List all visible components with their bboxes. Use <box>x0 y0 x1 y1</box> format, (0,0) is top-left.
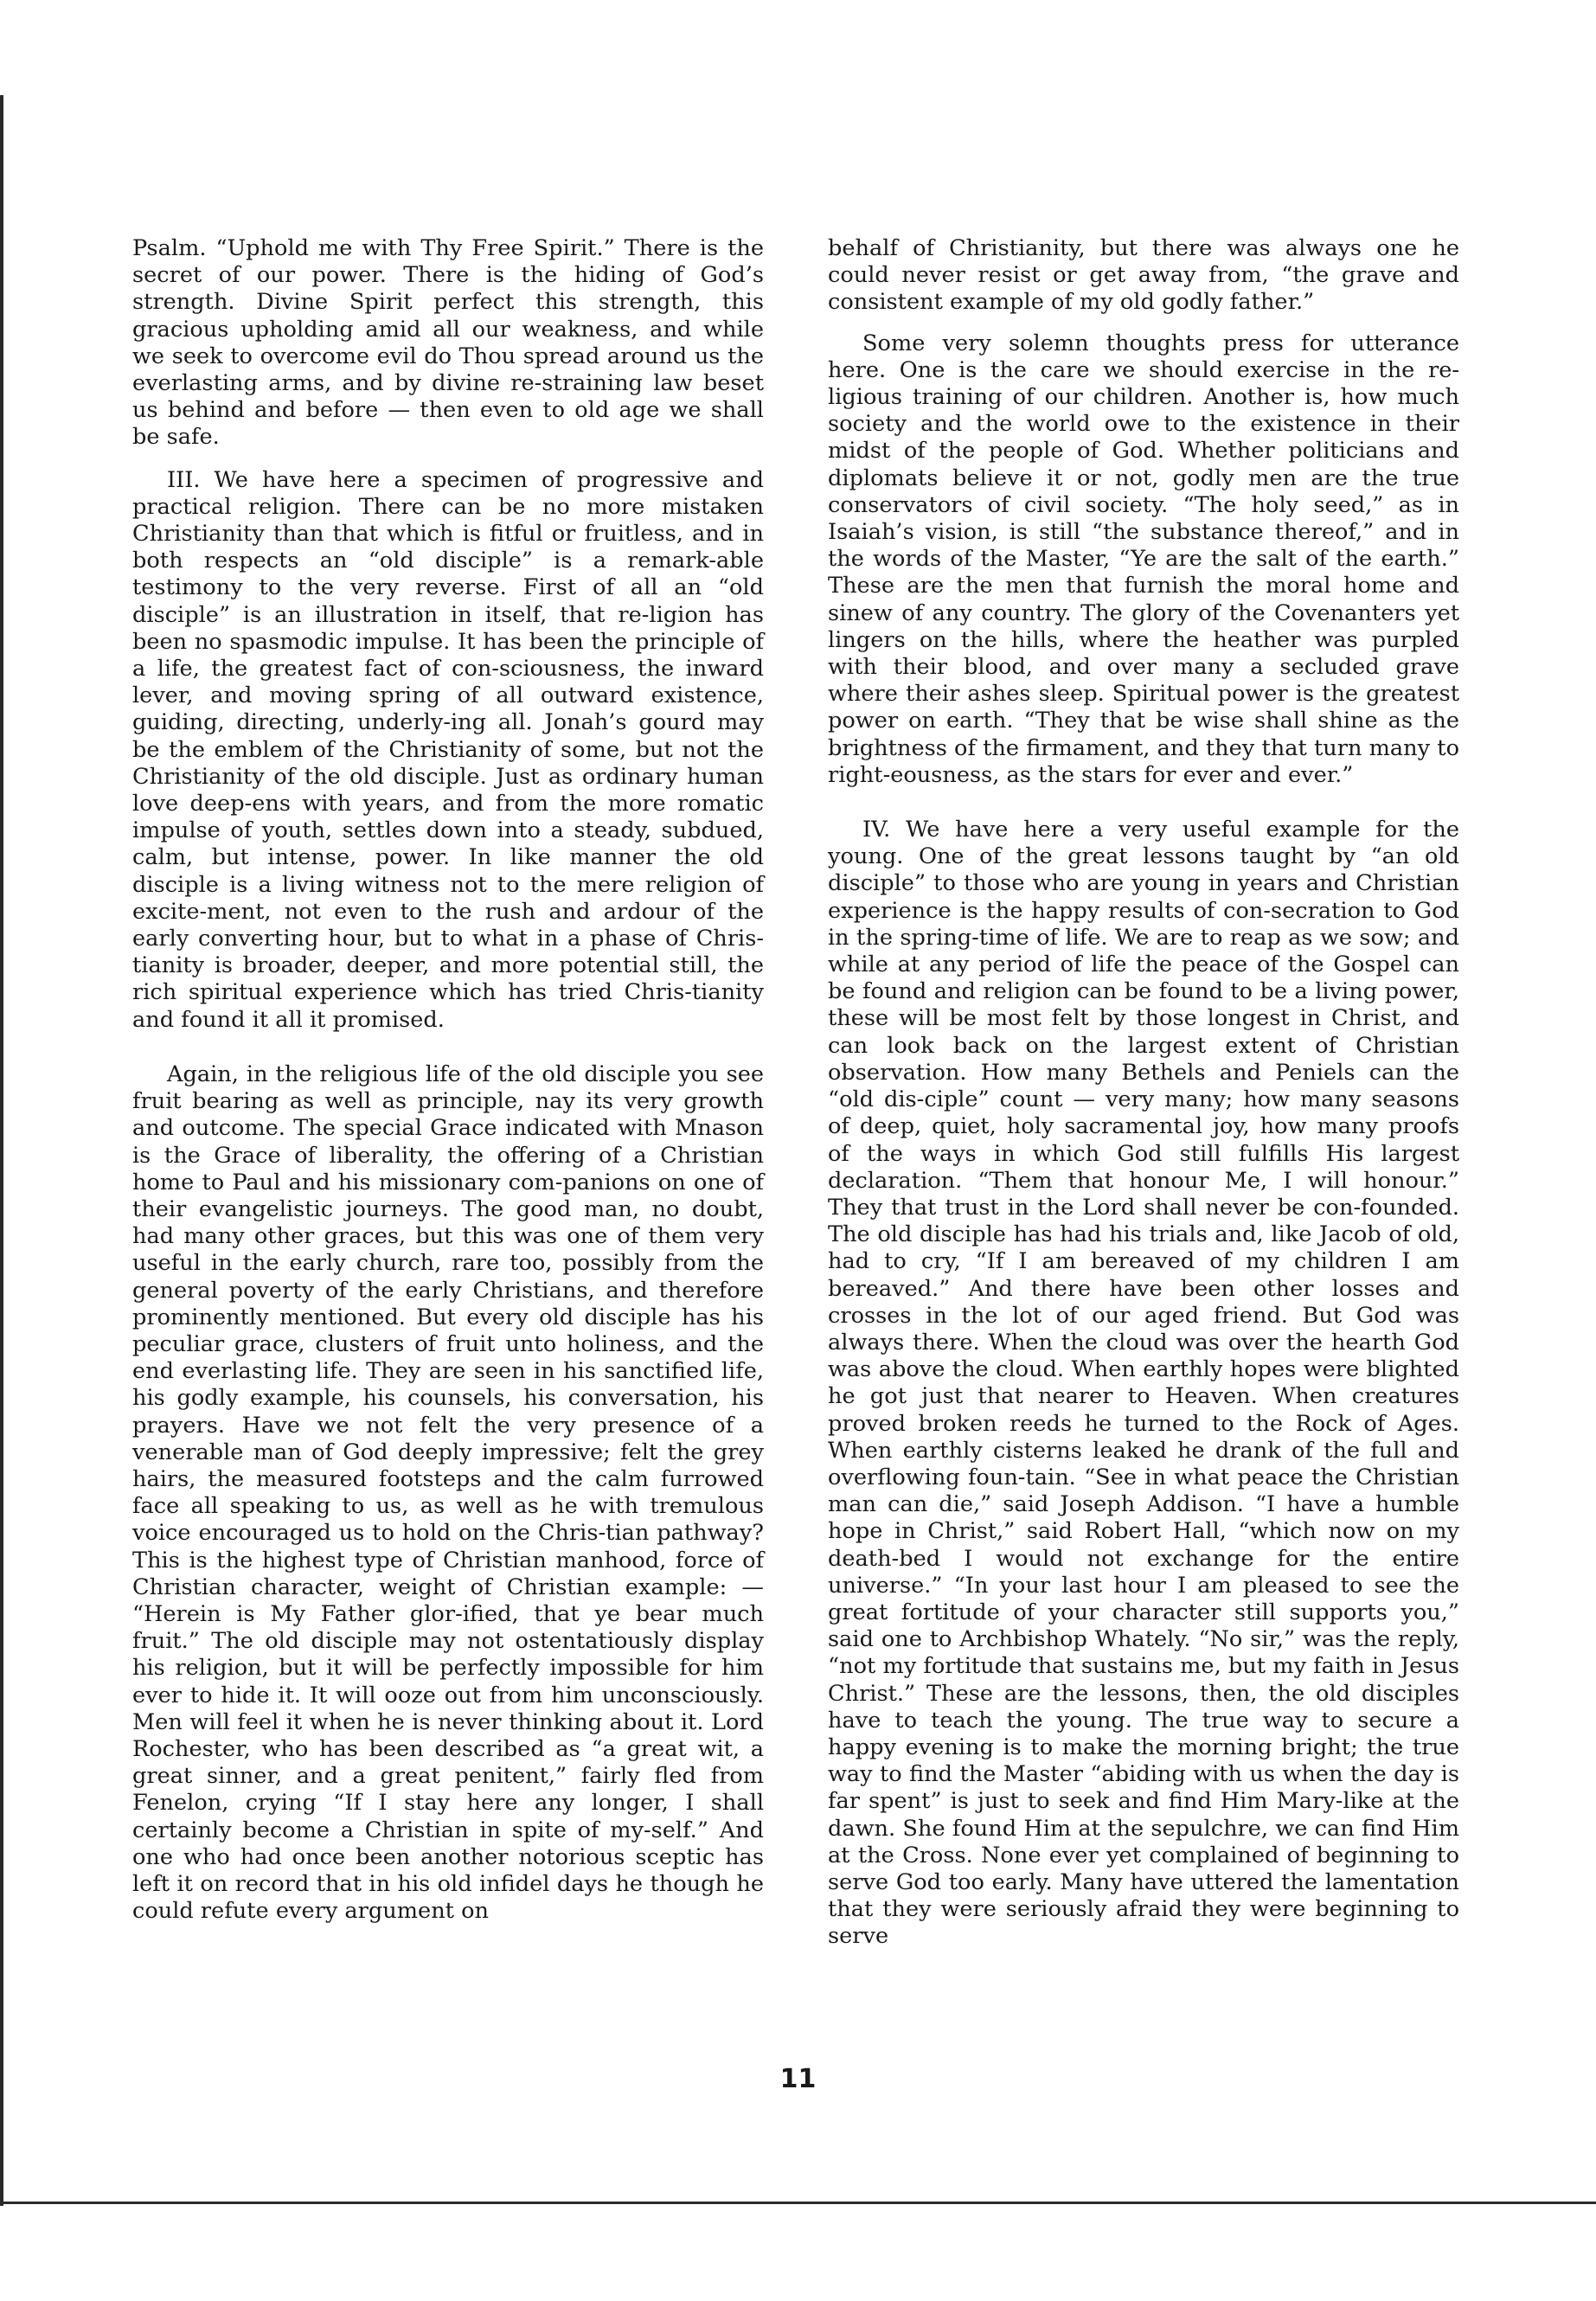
left-paragraph-1: Psalm. “Uphold me with Thy Free Spirit.” There is the secret of our power. There is the hiding of God’s strength. Divine Spirit perfect this strength, this gracious upholding amid all our weakness, and while we seek to overcome evil do Thou spread around us the everlasting arms, and by divine re-straining law beset us behind and before — then even to old age we shall be safe. <box>132 235 764 451</box>
right-paragraph-3: IV. We have here a very useful example for the young. One of the great lessons taught by “an old disciple” to those who are young in years and Christian experience is the happy results of con-secration to God in the spring-time of life. We are to reap as we sow; and while at any period of life the peace of the Gospel can be found and religion can be found to be a living power, these will be most felt by those longest in Christ, and can look back on the largest extent of Christian observation. How many Bethels and Peniels can the “old dis-ciple” count — very many; how many seasons of deep, quiet, holy sacramental joy, how many proofs of the ways in which God still fulfills His largest declaration. “Them that honour Me, I will honour.” They that trust in the Lord shall never be con-founded. The old disciple has had his trials and, like Jacob of old, had to cry, “If I am bereaved of my children I am bereaved.” And there have been other losses and crosses in the lot of our aged friend. But God was always there. When the cloud was over the hearth God was above the cloud. When earthly hopes were blighted he got just that nearer to Heaven. When creatures proved broken reeds he turned to the Rock of Ages. When earthly cisterns leaked he drank of the full and overflowing foun-tain. “See in what peace the Christian man can die,” said Joseph Addison. “I have a humble hope in Christ,” said Robert Hall, “which now on my death-bed I would not exchange for the entire universe.” “In your last hour I am pleased to see the great fortitude of your character still supports you,” said one to Archbishop Whately. “No sir,” was the reply, “not my fortitude that sustains me, but my faith in Jesus Christ.” These are the lessons, then, the old disciples have to teach the young. The true way to secure a happy evening is to make the morning bright; the true way to find the Master “abiding with us when the day is far spent” is just to seek and find Him Mary-like at the dawn. She found Him at the sepulchre, we can find Him at the Cross. None ever yet complained of beginning to serve God too early. Many have uttered the lamentation that they were seriously afraid they were beginning to serve <box>828 817 1459 1950</box>
left-column <box>132 235 764 1925</box>
left-paragraph-3: Again, in the religious life of the old disciple you see fruit bearing as well as principle, nay its very growth and outcome. The special Grace indicated with Mnason is the Grace of liberality, the offering of a Christian home to Paul and his missionary com-panions on one of their evangelistic journeys. The good man, no doubt, had many other graces, but this was one of them very useful in the early church, rare too, possibly from the general poverty of the early Christians, and therefore prominently mentioned. But every old disciple has his peculiar grace, clusters of fruit unto holiness, and the end everlasting life. They are seen in his sanctified life, his godly example, his counsels, his conversation, his prayers. Have we not felt the very presence of a venerable man of God deeply impressive; felt the grey hairs, the measured footsteps and the calm furrowed face all speaking to us, as well as he with tremulous voice encouraged us to hold on the Chris-tian pathway? This is the highest type of Christian manhood, force of Christian character, weight of Christian example: — “Herein is My Father glor-ified, that ye bear much fruit.” The old disciple may not ostentatiously display his religion, but it will be perfectly impossible for him ever to hide it. It will ooze out from him unconsciously. Men will feel it when he is never thinking about it. Lord Rochester, who has been described as “a great wit, a great sinner, and a great penitent,” fairly fled from Fenelon, crying “If I stay here any longer, I shall certainly become a Christian in spite of my-self.” And one who had once been another notorious sceptic has left it on record that in his old infidel days he though he could refute every argument on <box>132 1061 764 1925</box>
right-paragraph-2: Some very solemn thoughts press for utterance here. One is the care we should exercise in the re-ligious training of our children. Another is, how much society and the world owe to the existence in their midst of the people of God. Whether politicians and diplomats believe it or not, godly men are the true conservators of civil society. “The holy seed,” as in Isaiah’s vision, is still “the substance thereof,” and in the words of the Master, “Ye are the salt of the earth.” These are the men that furnish the moral home and sinew of any country. The glory of the Covenanters yet lingers on the hills, where the heather was purpled with their blood, and over many a secluded grave where their ashes sleep. Spiritual power is the greatest power on earth. “They that be wise shall shine as the brightness of the firmament, and they that turn many to right-eousness, as the stars for ever and ever.” <box>828 330 1459 788</box>
page-edge-bottom <box>0 2202 1596 2204</box>
left-paragraph-2: III. We have here a specimen of progressive and practical religion. There can be no more mistaken Christianity than that which is fitful or fruitless, and in both respects an “old disciple” is a remark-able testimony to the very reverse. First of all an “old disciple” is an illustration in itself, that re-ligion has been no spasmodic impulse. It has been the principle of a life, the greatest fact of con-sciousness, the inward lever, and moving spring of all outward existence, guiding, directing, underly-ing all. Jonah’s gourd may be the emblem of the Christianity of some, but not the Christianity of the old disciple. Just as ordinary human love deep-ens with years, and from the more romatic impulse of youth, settles down into a steady, subdued, calm, but intense, power. In like manner the old disciple is a living witness not to the mere religion of excite-ment, not even to the rush and ardour of the early converting hour, but to what in a phase of Chris-tianity is broader, deeper, and more potential still, the rich spiritual experience which has tried Chris-tianity and found it all it promised. <box>132 466 764 1033</box>
page-edge-left <box>0 95 3 2206</box>
right-paragraph-1: behalf of Christianity, but there was always one he could never resist or get away from, “the grave and consistent example of my old godly father.” <box>828 235 1459 316</box>
page-number: 11 <box>779 2064 817 2094</box>
right-column <box>828 235 1459 1951</box>
